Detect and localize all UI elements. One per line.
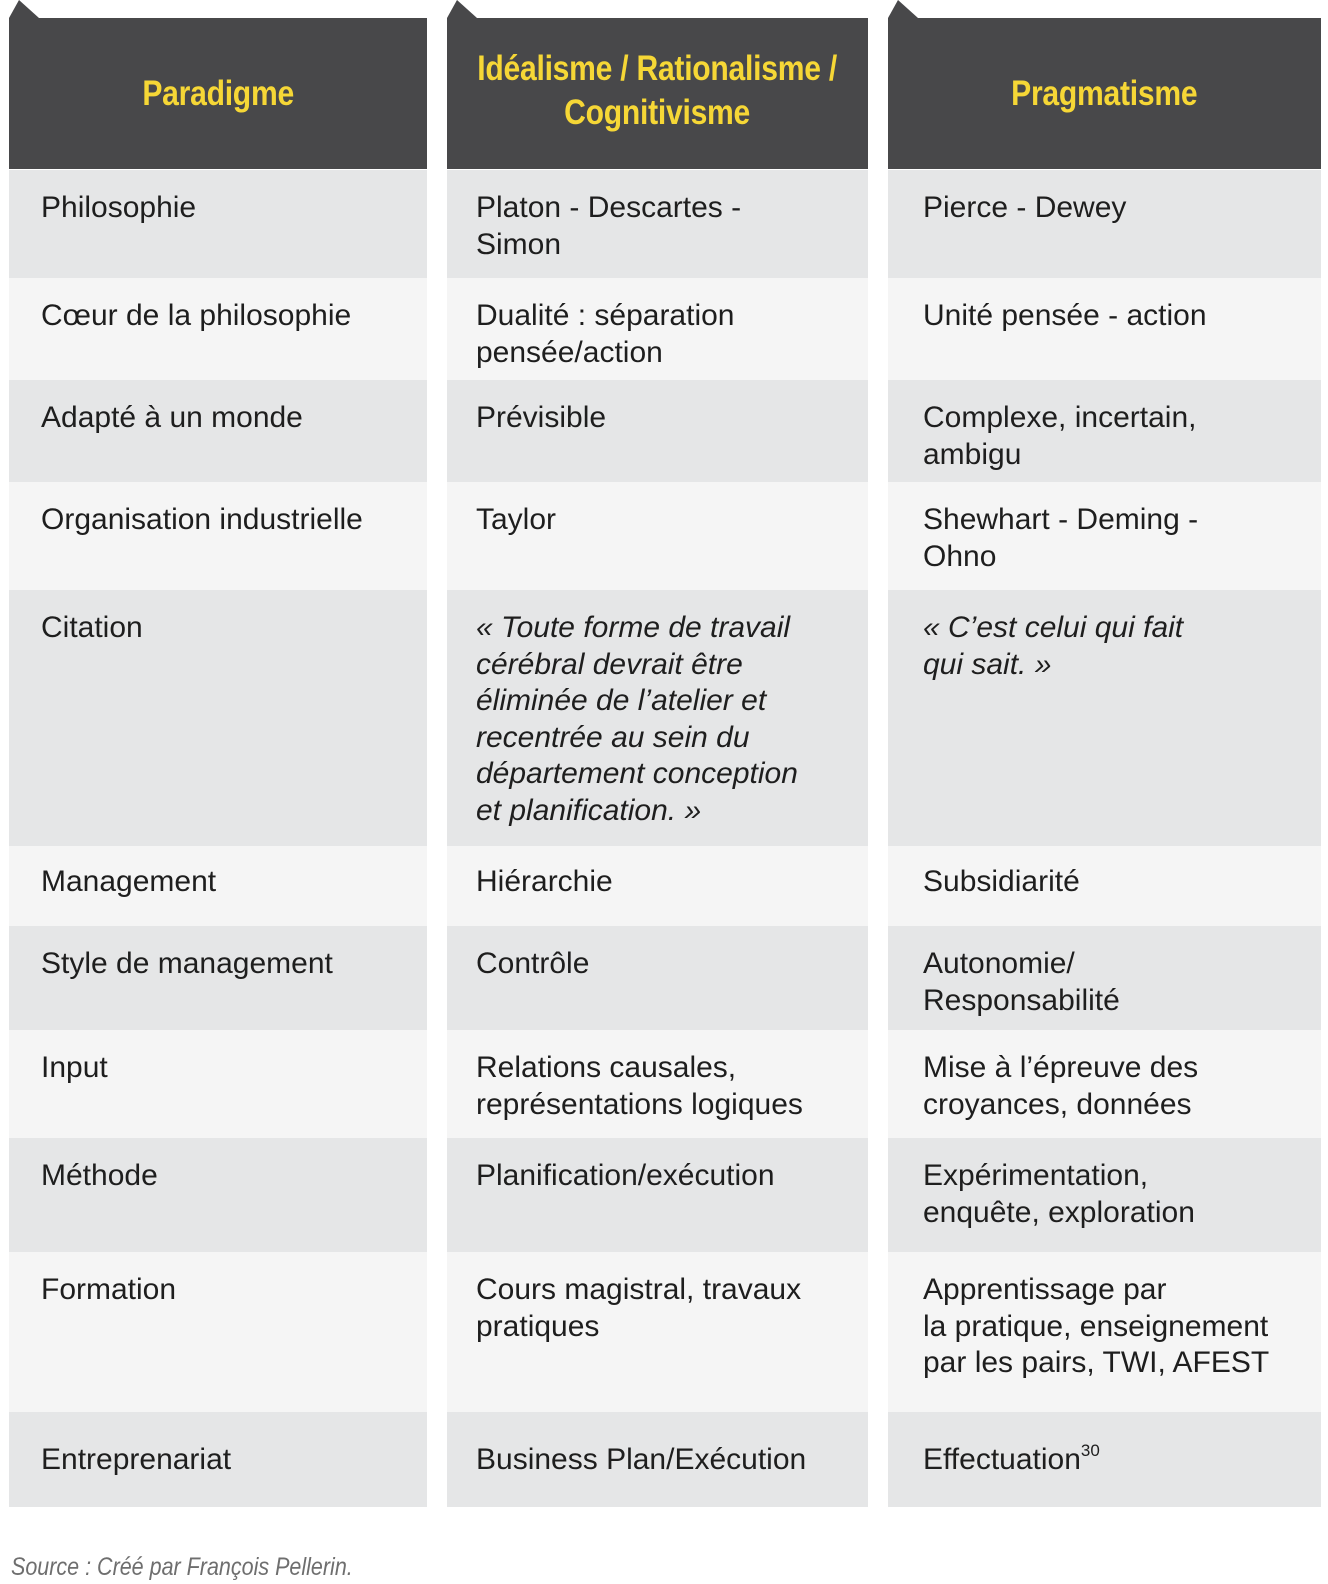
table-cell: Hiérarchie — [447, 846, 868, 926]
row-label-cell: Organisation industrielle — [9, 482, 427, 590]
header-tab-shape — [447, 0, 477, 18]
footnote-marker: 30 — [1080, 1441, 1100, 1460]
table-cell: Pierce - Dewey — [888, 170, 1321, 278]
table-cell: Subsidiarité — [888, 846, 1321, 926]
table-cell: Relations causales, représentations logiques — [447, 1030, 868, 1138]
row-label-cell: Philosophie — [9, 170, 427, 278]
header-label: Pragmatisme — [1011, 73, 1198, 113]
table-cell: Autonomie/ Responsabilité — [888, 926, 1321, 1030]
column-idealisme — [447, 0, 868, 1476]
table-cell: Contrôle — [447, 926, 868, 1030]
table-cell: Unité pensée - action — [888, 278, 1321, 380]
header-idealisme — [447, 0, 868, 169]
table-cell: Prévisible — [447, 380, 868, 482]
table-cell: Planification/exécution — [447, 1138, 868, 1252]
row-label-cell: Adapté à un monde — [9, 380, 427, 482]
row-label-cell: Méthode — [9, 1138, 427, 1252]
table-cell: Cours magistral, travaux pratiques — [447, 1252, 868, 1412]
table-cell: Dualité : séparation pensée/action — [447, 278, 868, 380]
row-label-cell: Management — [9, 846, 427, 926]
table-cell: Apprentissage par la pratique, enseignement par les pairs, TWI, AFEST — [888, 1252, 1321, 1412]
row-label-cell: Entreprenariat — [9, 1412, 427, 1507]
header-label: Idéalisme / Rationalisme / Cognitivisme — [477, 48, 838, 132]
table-cell: Expérimentation, enquête, exploration — [888, 1138, 1321, 1252]
quote-cell: « Toute forme de travail cérébral devrait être éliminée de l’atelier et recentrée au sein du département conception et planification. » — [447, 590, 868, 846]
source-caption: Source : Créé par François Pellerin. — [11, 1553, 353, 1581]
effectuation-text: Effectuation — [923, 1443, 1081, 1476]
row-label-cell: Formation — [9, 1252, 427, 1412]
table-cell: Complexe, incertain, ambigu — [888, 380, 1321, 482]
table-cell: Shewhart - Deming - Ohno — [888, 482, 1321, 590]
column-paradigme — [9, 0, 427, 1476]
row-label-cell: Input — [9, 1030, 427, 1138]
table-cell: Business Plan/Exécution — [447, 1412, 868, 1507]
header-tab-shape — [888, 0, 918, 18]
table-cell: Taylor — [447, 482, 868, 590]
table-cell: Platon - Descartes - Simon — [447, 170, 868, 278]
row-label-cell: Style de management — [9, 926, 427, 1030]
column-pragmatisme — [888, 0, 1321, 1476]
header-pragmatisme — [888, 0, 1321, 169]
row-label-cell: Citation — [9, 590, 427, 846]
header-paradigme — [9, 0, 427, 169]
table-cell: Mise à l’épreuve des croyances, données — [888, 1030, 1321, 1138]
quote-cell: « C’est celui qui fait qui sait. » — [888, 590, 1321, 846]
table-cell — [888, 1412, 1321, 1507]
row-label-cell: Cœur de la philosophie — [9, 278, 427, 380]
header-label: Paradigme — [142, 73, 294, 113]
header-tab-shape — [9, 0, 39, 18]
